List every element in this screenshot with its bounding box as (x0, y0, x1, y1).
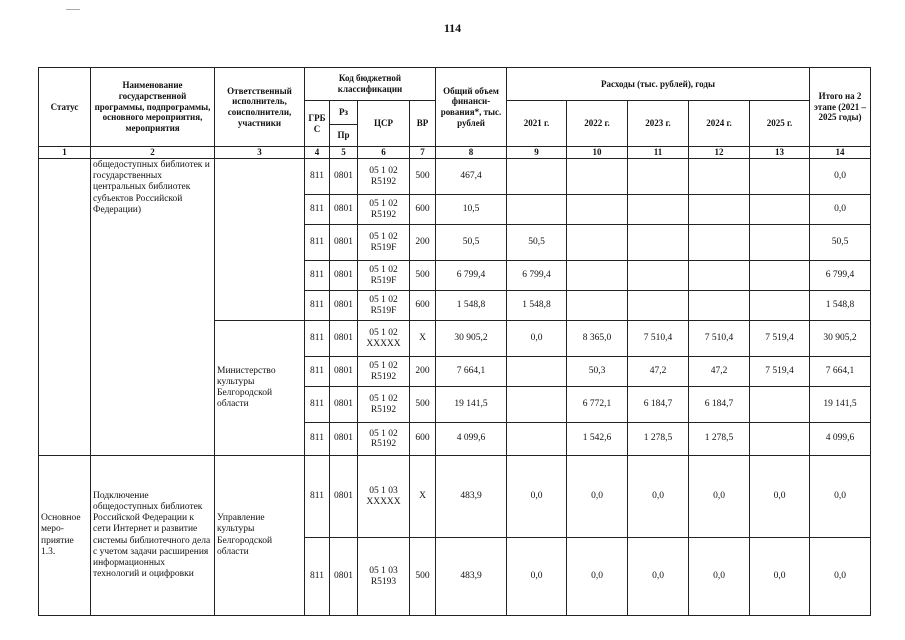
csr-code (358, 321, 410, 357)
csr-code (358, 225, 410, 261)
total-cell: 6 799,4 (436, 261, 507, 291)
grbs-cell: 811 (305, 159, 330, 195)
csr-code-part: 05 1 03 (369, 566, 398, 577)
stage-total-cell: 0,0 (810, 195, 871, 225)
csr-code (358, 538, 410, 616)
vr-cell: 500 (410, 387, 436, 423)
grbs-cell: 811 (305, 456, 330, 538)
csr-code-part: 05 1 02 (369, 328, 398, 339)
grbs-cell: 811 (305, 225, 330, 261)
header-budget-code: Код бюджетной классификации (305, 68, 436, 101)
year-2025-cell (750, 291, 810, 321)
year-2024-cell: 47,2 (689, 357, 750, 387)
rzpr-cell: 0801 (330, 423, 358, 456)
vr-cell: 600 (410, 195, 436, 225)
year-2025-cell (750, 423, 810, 456)
year-2021-cell (507, 357, 567, 387)
year-2025-cell (750, 225, 810, 261)
year-2022-cell (567, 225, 628, 261)
header-year-2022: 2022 г. (567, 101, 628, 147)
grbs-cell: 811 (305, 321, 330, 357)
year-2021-cell (507, 159, 567, 195)
header-pr: Пр (330, 125, 358, 147)
year-2022-cell: 0,0 (567, 538, 628, 616)
grbs-cell: 811 (305, 357, 330, 387)
csr-code-part: 05 1 02 (369, 361, 398, 372)
csr-code-part: R5192 (370, 439, 397, 449)
column-number: 14 (810, 147, 871, 159)
budget-table (38, 67, 871, 616)
year-2022-cell: 1 542,6 (567, 423, 628, 456)
vr-cell: 500 (410, 159, 436, 195)
year-2024-cell (689, 159, 750, 195)
year-2022-cell (567, 291, 628, 321)
page-number: 114 (443, 21, 462, 35)
year-2023-cell (628, 195, 689, 225)
header-grbs: ГРБ С (305, 101, 330, 147)
total-cell: 1 548,8 (436, 291, 507, 321)
csr-code-part: R5192 (370, 176, 397, 187)
header-year-2023: 2023 г. (628, 101, 689, 147)
vr-cell: 500 (410, 261, 436, 291)
responsible-cell: Управление культуры Белгородской области (215, 456, 305, 616)
column-number: 11 (628, 147, 689, 159)
year-2021-cell: 0,0 (507, 538, 567, 616)
rzpr-cell: 0801 (330, 456, 358, 538)
csr-code (358, 387, 410, 423)
year-2022-cell: 50,3 (567, 357, 628, 387)
column-number: 9 (507, 147, 567, 159)
total-cell: 483,9 (436, 538, 507, 616)
csr-code-part: R5192 (370, 209, 397, 220)
rzpr-cell: 0801 (330, 159, 358, 195)
column-number: 1 (39, 147, 91, 159)
year-2025-cell (750, 159, 810, 195)
year-2022-cell: 0,0 (567, 456, 628, 538)
stage-total-cell: 0,0 (810, 159, 871, 195)
responsible-cell-empty (215, 159, 305, 321)
status-cell (39, 159, 91, 456)
column-number: 7 (410, 147, 436, 159)
rzpr-cell: 0801 (330, 261, 358, 291)
responsible-cell: Министерство культуры Белгородской области (215, 321, 305, 456)
scan-mark (66, 9, 80, 10)
year-2024-cell: 6 184,7 (689, 387, 750, 423)
vr-cell: 600 (410, 423, 436, 456)
year-2022-cell: 8 365,0 (567, 321, 628, 357)
csr-code (358, 195, 410, 225)
header-name: Наименование государственной программы, подпрограммы, основного мероприятия, мероприятия (91, 68, 215, 147)
block1-rows (39, 159, 871, 456)
year-2021-cell (507, 387, 567, 423)
grbs-cell: 811 (305, 291, 330, 321)
year-2021-cell: 0,0 (507, 321, 567, 357)
year-2024-cell: 1 278,5 (689, 423, 750, 456)
grbs-cell: 811 (305, 261, 330, 291)
stage-total-cell: 30 905,2 (810, 321, 871, 357)
total-cell: 483,9 (436, 456, 507, 538)
csr-code-part: 05 1 02 (369, 394, 398, 405)
csr-code-part: 05 1 02 (369, 295, 398, 306)
csr-code-part: 05 1 03 (369, 486, 398, 497)
csr-code-part: R5192 (370, 371, 397, 382)
year-2023-cell: 0,0 (628, 538, 689, 616)
csr-code-part: R519F (370, 275, 397, 286)
column-number: 13 (750, 147, 810, 159)
year-2021-cell (507, 195, 567, 225)
rzpr-cell: 0801 (330, 291, 358, 321)
stage-total-cell: 0,0 (810, 456, 871, 538)
total-cell: 30 905,2 (436, 321, 507, 357)
csr-code-part: R519F (370, 242, 397, 253)
csr-code (358, 291, 410, 321)
rzpr-cell: 0801 (330, 321, 358, 357)
year-2025-cell (750, 195, 810, 225)
year-2025-cell: 0,0 (750, 456, 810, 538)
table-header (39, 68, 871, 147)
year-2025-cell: 7 519,4 (750, 357, 810, 387)
column-number: 6 (358, 147, 410, 159)
rzpr-cell: 0801 (330, 357, 358, 387)
rzpr-cell: 0801 (330, 538, 358, 616)
year-2024-cell (689, 261, 750, 291)
stage-total-cell: 1 548,8 (810, 291, 871, 321)
column-number: 8 (436, 147, 507, 159)
csr-code-part: R519F (370, 305, 397, 316)
csr-code (358, 261, 410, 291)
grbs-cell: 811 (305, 423, 330, 456)
year-2024-cell (689, 225, 750, 261)
year-2023-cell: 47,2 (628, 357, 689, 387)
csr-code-part: 05 1 02 (369, 265, 398, 276)
year-2023-cell: 0,0 (628, 456, 689, 538)
rzpr-cell: 0801 (330, 387, 358, 423)
column-number: 4 (305, 147, 330, 159)
header-vr: ВР (410, 101, 436, 147)
csr-code-part: 05 1 02 (369, 199, 398, 210)
stage-total-cell: 4 099,6 (810, 423, 871, 456)
total-cell: 4 099,6 (436, 423, 507, 456)
year-2022-cell: 6 772,1 (567, 387, 628, 423)
year-2024-cell: 0,0 (689, 538, 750, 616)
total-cell: 19 141,5 (436, 387, 507, 423)
year-2021-cell: 6 799,4 (507, 261, 567, 291)
column-number: 3 (215, 147, 305, 159)
vr-cell: X (410, 321, 436, 357)
year-2024-cell: 0,0 (689, 456, 750, 538)
year-2022-cell (567, 159, 628, 195)
csr-code-part: R5192 (370, 404, 397, 415)
header-year-2024: 2024 г. (689, 101, 750, 147)
csr-code-part: 05 1 02 (369, 166, 398, 177)
rzpr-cell: 0801 (330, 225, 358, 261)
total-cell: 467,4 (436, 159, 507, 195)
vr-cell: 200 (410, 357, 436, 387)
grbs-cell: 811 (305, 387, 330, 423)
year-2021-cell: 50,5 (507, 225, 567, 261)
item-name-cell: Подключение общедоступных библиотек Российской Федерации к сети Интернет и развитие системы библиотечного дела с учетом задачи расширения информационных технологий и оцифровки (91, 456, 215, 616)
grbs-cell: 811 (305, 195, 330, 225)
year-2025-cell: 7 519,4 (750, 321, 810, 357)
year-2023-cell (628, 225, 689, 261)
stage-total-cell: 0,0 (810, 538, 871, 616)
header-rz: Рз (330, 101, 358, 125)
column-number: 2 (91, 147, 215, 159)
csr-code (358, 357, 410, 387)
header-total-volume: Общий объем финанси-рования*, тыс. рублей (436, 68, 507, 147)
year-2023-cell: 6 184,7 (628, 387, 689, 423)
year-2023-cell (628, 291, 689, 321)
year-2023-cell (628, 261, 689, 291)
header-year-2025: 2025 г. (750, 101, 810, 147)
year-2021-cell: 1 548,8 (507, 291, 567, 321)
vr-cell: X (410, 456, 436, 538)
header-responsible: Ответственный исполнитель, соисполнители, участники (215, 68, 305, 147)
block2-rows (39, 456, 871, 616)
year-2023-cell: 7 510,4 (628, 321, 689, 357)
vr-cell: 600 (410, 291, 436, 321)
vr-cell: 200 (410, 225, 436, 261)
csr-code (358, 423, 410, 456)
year-2021-cell: 0,0 (507, 456, 567, 538)
year-2024-cell (689, 291, 750, 321)
table-row (39, 159, 871, 195)
csr-code-part: R5193 (370, 576, 397, 587)
column-number: 12 (689, 147, 750, 159)
grbs-cell: 811 (305, 538, 330, 616)
year-2024-cell (689, 195, 750, 225)
header-status: Статус (39, 68, 91, 147)
stage-total-cell: 7 664,1 (810, 357, 871, 387)
csr-code-part: 05 1 02 (369, 428, 398, 439)
header-csr: ЦСР (358, 101, 410, 147)
stage-total-cell: 50,5 (810, 225, 871, 261)
column-number-row (39, 147, 871, 159)
year-2025-cell: 0,0 (750, 538, 810, 616)
table-row (39, 456, 871, 538)
csr-code (358, 159, 410, 195)
rzpr-cell: 0801 (330, 195, 358, 225)
header-total-stage: Итого на 2 этапе (2021 – 2025 годы) (810, 68, 871, 147)
status-cell: Основное меро-приятие 1.3. (39, 456, 91, 616)
total-cell: 10,5 (436, 195, 507, 225)
year-2022-cell (567, 261, 628, 291)
total-cell: 50,5 (436, 225, 507, 261)
year-2022-cell (567, 195, 628, 225)
header-year-2021: 2021 г. (507, 101, 567, 147)
year-2025-cell (750, 387, 810, 423)
year-2025-cell (750, 261, 810, 291)
year-2024-cell: 7 510,4 (689, 321, 750, 357)
vr-cell: 500 (410, 538, 436, 616)
csr-code-part: XXXXX (366, 338, 401, 349)
stage-total-cell: 19 141,5 (810, 387, 871, 423)
csr-code-part: 05 1 02 (369, 232, 398, 243)
total-cell: 7 664,1 (436, 357, 507, 387)
item-name-cell: общедоступных библиотек и государственных центральных библиотек субъектов Российской Федерации) (91, 159, 215, 456)
column-number: 10 (567, 147, 628, 159)
stage-total-cell: 6 799,4 (810, 261, 871, 291)
csr-code-part: XXXXX (366, 496, 401, 507)
csr-code (358, 456, 410, 538)
header-expenses: Расходы (тыс. рублей), годы (507, 68, 810, 101)
year-2023-cell (628, 159, 689, 195)
year-2023-cell: 1 278,5 (628, 423, 689, 456)
column-number: 5 (330, 147, 358, 159)
year-2021-cell (507, 423, 567, 456)
